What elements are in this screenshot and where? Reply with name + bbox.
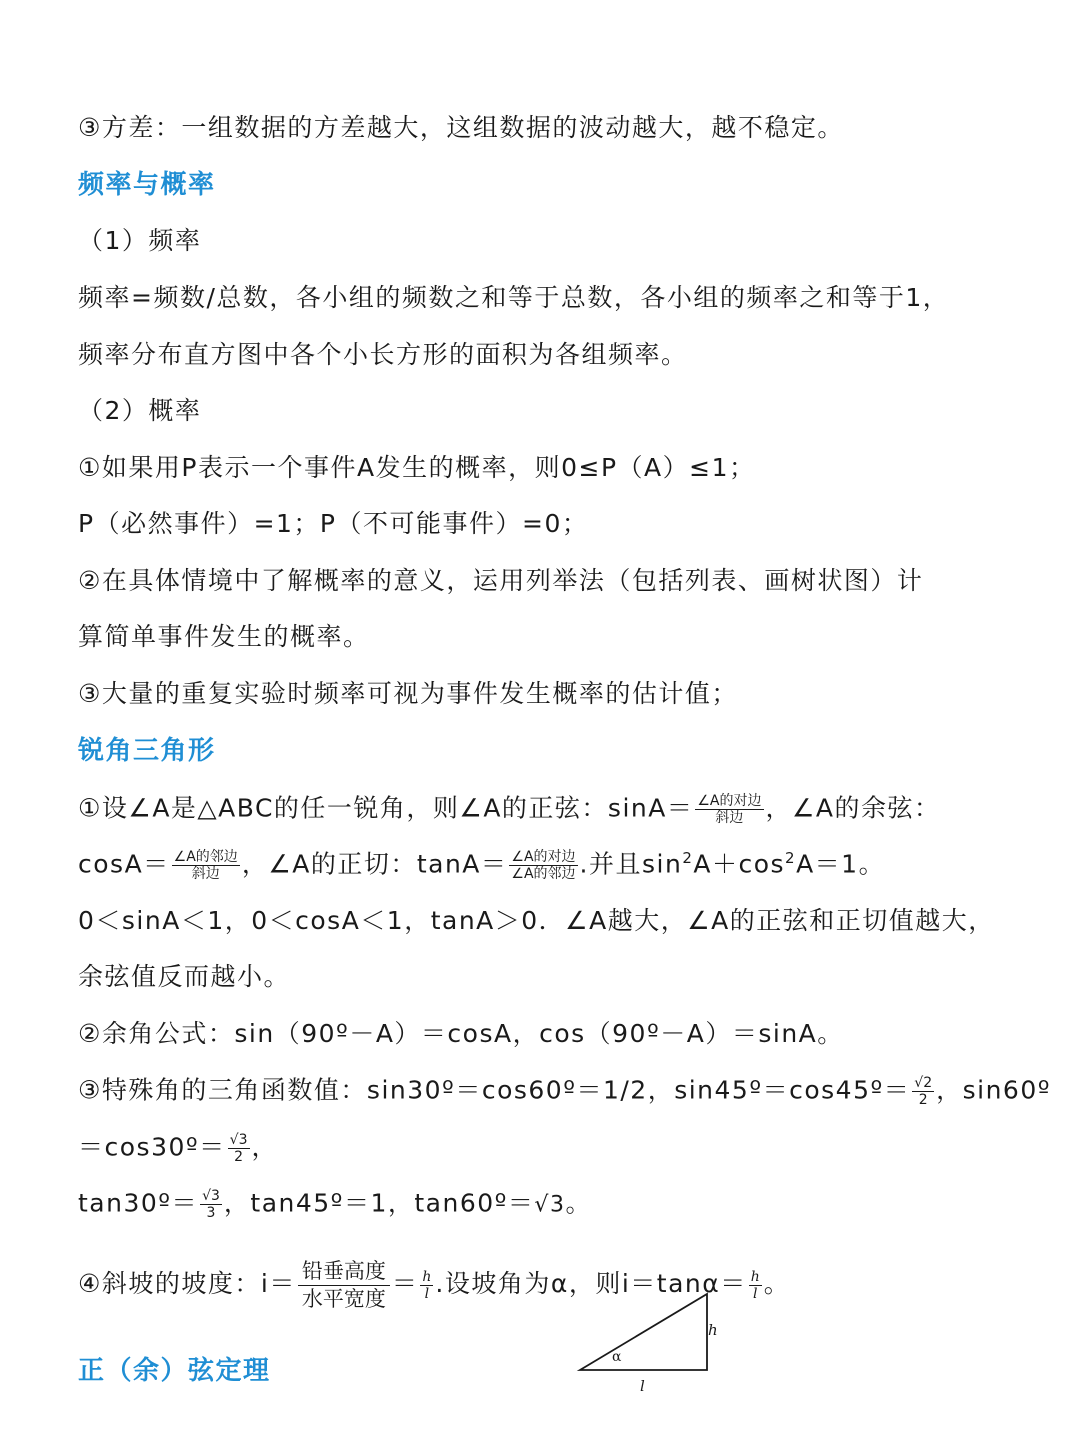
subheading-probability: （2）概率 bbox=[78, 396, 202, 425]
slope-triangle-diagram bbox=[574, 1290, 734, 1400]
sqrt3-over-3: $\frac{√3}{3}$ bbox=[202, 1188, 220, 1221]
right-triangle-shape bbox=[580, 1294, 707, 1370]
cosine-decrease-line: 余弦值反而越小。 bbox=[78, 962, 291, 991]
special-angles-line: ③特殊角的三角函数值：sin30º＝cos60º＝1/2，sin45º＝cos45º＝ $\frac{√2}{2}$ ，sin60º bbox=[78, 1075, 1052, 1108]
slope-ratio-fraction: $\frac{\text{铅垂高度}}{\text{水平宽度}}$ bbox=[298, 1258, 390, 1312]
variance-line: ③方差：一组数据的方差越大，这组数据的波动越大，越不稳定。 bbox=[78, 113, 844, 142]
estimate-line: ③大量的重复实验时频率可视为事件发生概率的估计值； bbox=[78, 679, 738, 708]
alpha-label: α bbox=[612, 1349, 622, 1365]
subheading-frequency: （1）频率 bbox=[78, 226, 202, 255]
sine-fraction: $\frac{\text{∠A的对边}}{\text{斜边}}$ bbox=[697, 793, 762, 826]
heading-acute-triangle: 锐角三角形 bbox=[78, 736, 216, 766]
frequency-formula-line: 频率=频数/总数，各小组的频数之和等于总数，各小组的频率之和等于1， bbox=[78, 283, 950, 312]
sqrt3-over-2: $\frac{√3}{2}$ bbox=[229, 1132, 248, 1165]
heading-frequency-probability: 频率与概率 bbox=[78, 170, 216, 200]
enumeration-line-cont: 算简单事件发生的概率。 bbox=[78, 622, 370, 651]
certain-impossible-line: P（必然事件）=1；P（不可能事件）=0； bbox=[78, 509, 589, 538]
cosine-fraction: $\frac{\text{∠A的邻边}}{\text{斜边}}$ bbox=[173, 849, 238, 882]
h-over-l-fraction-2: $\frac{h}{l}$ bbox=[750, 1268, 760, 1302]
complement-formula-line: ②余角公式：sin（90º－A）＝cosA，cos（90º－A）＝sinA。 bbox=[78, 1019, 844, 1048]
enumeration-line: ②在具体情境中了解概率的意义，运用列举法（包括列表、画树状图）计 bbox=[78, 566, 924, 595]
height-label: h bbox=[708, 1321, 718, 1339]
length-label: l bbox=[640, 1377, 645, 1395]
cos30-line: ＝cos30º＝ $\frac{√3}{2}$ ， bbox=[78, 1132, 279, 1165]
tangent-values-line: tan30º＝ $\frac{√3}{3}$ ，tan45º＝1，tan60º＝√3。 bbox=[78, 1188, 592, 1221]
h-over-l-fraction: $\frac{h}{l}$ bbox=[422, 1268, 432, 1302]
cosine-tangent-line: cosA＝ $\frac{\text{∠A的邻边}}{\text{斜边}}$ ，∠A的正切：tanA＝ $\frac{\text{∠A的对边}}{\text{∠A的邻边}}$ .并且$\sin^2A+\cos^2A=1$。 bbox=[78, 849, 886, 882]
slope-line: ④斜坡的坡度：i＝ $\frac{\text{铅垂高度}}{\text{水平宽度}}$ ＝ $\frac{h}{l}$ .设坡角为α，则i＝tanα＝ $\frac{h}{l}$ 。 bbox=[78, 1259, 791, 1311]
histogram-line: 频率分布直方图中各个小长方形的面积为各组频率。 bbox=[78, 340, 688, 369]
sqrt2-over-2: $\frac{√2}{2}$ bbox=[914, 1075, 933, 1108]
sine-definition-line: ①设∠A是△ABC的任一锐角，则∠A的正弦：sinA＝ $\frac{\text{∠A的对边}}{\text{斜边}}$ ，∠A的余弦： bbox=[78, 793, 941, 826]
tangent-fraction: $\frac{\text{∠A的对边}}{\text{∠A的邻边}}$ bbox=[511, 849, 576, 882]
range-line: 0＜sinA＜1，0＜cosA＜1，tanA＞0．∠A越大，∠A的正弦和正切值越大， bbox=[78, 906, 995, 935]
heading-sine-cosine-law: 正（余）弦定理 bbox=[78, 1356, 271, 1386]
sqrt3-value: √3 bbox=[534, 1192, 566, 1218]
probability-range-line: ①如果用P表示一个事件A发生的概率，则0≤P（A）≤1； bbox=[78, 453, 756, 482]
